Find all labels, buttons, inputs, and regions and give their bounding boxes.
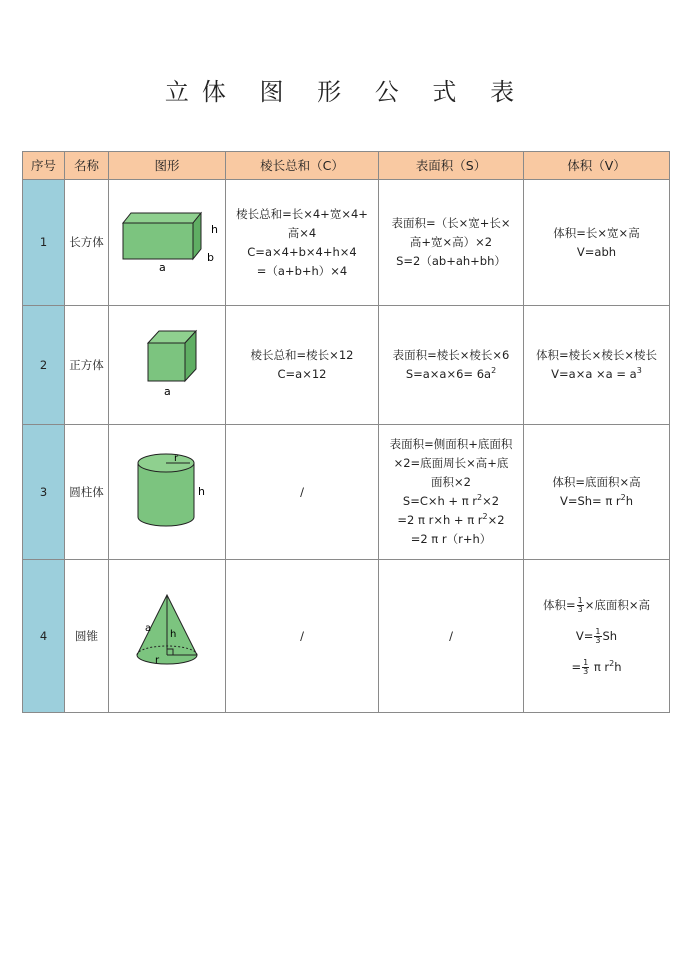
shape-name: 正方体 <box>65 306 109 425</box>
volume-cell: 体积=底面积×高 V=Sh= π $r^2h$ <box>524 425 670 560</box>
cylinder-icon <box>126 451 208 533</box>
header-name: 名称 <box>65 152 109 180</box>
edges-cell: 棱长总和=长×4+宽×4+ 高×4 C=a×4+b×4+h×4 =（a+b+h）×4 <box>226 180 379 306</box>
header-figure: 图形 <box>109 152 226 180</box>
shape-name: 圆锥 <box>65 560 109 713</box>
label-a: a <box>145 623 152 634</box>
header-index: 序号 <box>23 152 65 180</box>
volume-cell: 体积= $\frac{1}{3}$ ×底面积×高 V= $\frac{1}{3}$ Sh = $\frac{1}{3}$ π $r^2h$ <box>524 560 670 713</box>
surface-cell: 表面积=（长×宽+长× 高+宽×高）×2 S=2（ab+ah+bh） <box>379 180 524 306</box>
table-row <box>23 306 670 425</box>
cube-icon <box>132 329 202 401</box>
surface-cell: 表面积=侧面积+底面积 ×2=底面周长×高+底 面积×2 S=C×h + π $r^2\times 2$ =2 π r×h + π $r^2\times 2$ =2 π r（r+h） <box>379 425 524 560</box>
shape-name: 长方体 <box>65 180 109 306</box>
row-index: 1 <box>23 180 65 306</box>
volume-cell: 体积=长×宽×高 V=abh <box>524 180 670 306</box>
figure-cell <box>109 425 226 560</box>
row-index: 2 <box>23 306 65 425</box>
label-r: r <box>155 655 160 666</box>
header-surface: 表面积（S） <box>379 152 524 180</box>
edges-cell: / <box>226 560 379 713</box>
figure-cell <box>109 560 226 713</box>
label-b: b <box>207 250 214 264</box>
cuboid-icon <box>115 209 219 277</box>
volume-cell: 体积=棱长×棱长×棱长 $V=a\times a \times a = a^3$ <box>524 306 670 425</box>
surface-cell: / <box>379 560 524 713</box>
page-title: 立体 图 形 公 式 表 <box>164 78 528 106</box>
label-h: h <box>170 629 177 640</box>
surface-cell: 表面积=棱长×棱长×6 $S=a\times a\times 6= 6a^2$ <box>379 306 524 425</box>
label-h: h <box>211 222 218 236</box>
table-row <box>23 560 670 713</box>
label-a: a <box>164 385 171 398</box>
label-r: r <box>174 453 179 464</box>
header-edges: 棱长总和（C） <box>226 152 379 180</box>
shape-name: 圆柱体 <box>65 425 109 560</box>
table-row <box>23 180 670 306</box>
row-index: 4 <box>23 560 65 713</box>
figure-cell <box>109 306 226 425</box>
label-h: h <box>198 485 205 498</box>
cone-icon <box>131 591 203 681</box>
figure-cell <box>109 180 226 306</box>
header-row <box>23 152 670 180</box>
edges-cell: / <box>226 425 379 560</box>
formula-table <box>22 151 670 713</box>
header-volume: 体积（V） <box>524 152 670 180</box>
row-index: 3 <box>23 425 65 560</box>
label-a: a <box>159 260 166 274</box>
edges-cell: 棱长总和=棱长×12 C=a×12 <box>226 306 379 425</box>
table-row <box>23 425 670 560</box>
